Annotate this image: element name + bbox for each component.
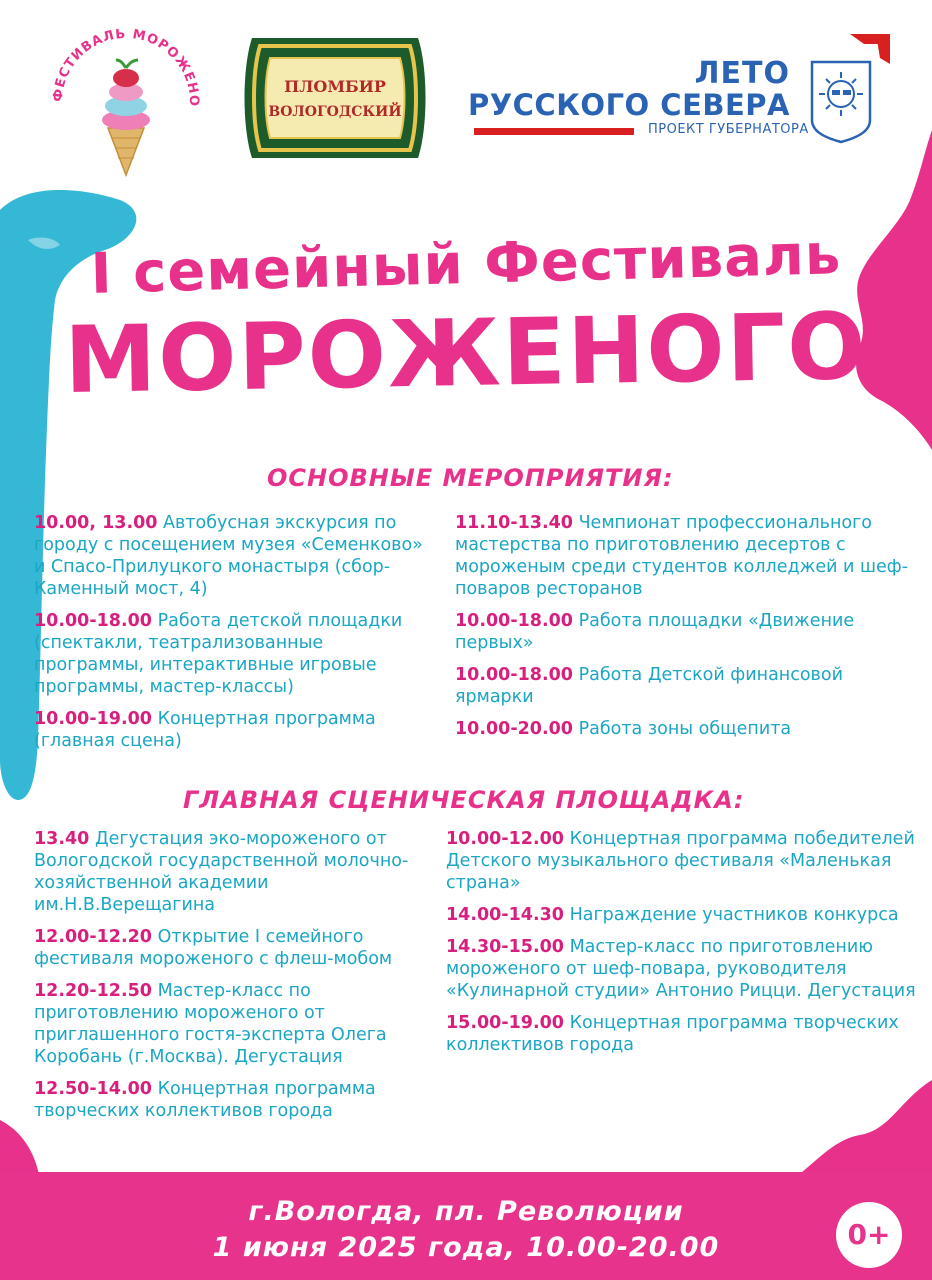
stage-item — [446, 828, 916, 894]
event-time: 10.00-18.00 — [34, 611, 152, 631]
event-text: Работа площадки «Движение первых» — [455, 611, 855, 653]
event-text: Работа детской площадки (спектакли, театрализованные программы, интерактивные игровые программы, мастер-классы) — [34, 611, 403, 697]
plombir-line2: ВОЛОГОДСКИЙ — [268, 104, 402, 120]
stage-time: 13.40 — [34, 829, 90, 849]
plombir-logo — [232, 28, 438, 168]
main-events-left-column — [34, 512, 434, 762]
stage-text: Концертная программа творческих коллективов города — [34, 1079, 376, 1121]
event-time: 11.10-13.40 — [455, 513, 573, 533]
sun-emblem-icon — [806, 34, 900, 146]
event-time: 10.00-18.00 — [455, 611, 573, 631]
stage-time: 15.00-19.00 — [446, 1013, 564, 1033]
event-item — [455, 512, 910, 600]
plombir-line1: ПЛОМБИР — [284, 77, 386, 96]
leto-title-line2: РУССКОГО СЕВЕРА — [468, 88, 790, 122]
main-stage-heading: ГЛАВНАЯ СЦЕНИЧЕСКАЯ ПЛОЩАДКА: — [183, 786, 745, 814]
event-item — [455, 718, 910, 740]
ice-cream-icon — [40, 10, 210, 180]
event-item — [34, 512, 434, 600]
event-time: 10.00, 13.00 — [34, 513, 158, 533]
stage-text: Награждение участников конкурса — [569, 905, 899, 925]
stage-item — [446, 1012, 916, 1056]
festival-title-line1: I семейный Фестиваль — [89, 222, 843, 307]
event-item — [455, 664, 910, 708]
stage-item — [34, 926, 434, 970]
leto-subtitle: ПРОЕКТ ГУБЕРНАТОРА — [648, 122, 809, 137]
event-item — [34, 708, 434, 752]
leto-red-bar — [474, 128, 634, 135]
stage-item — [34, 1078, 434, 1122]
event-text: Работа Детской финансовой ярмарки — [455, 665, 843, 707]
stage-text: Мастер-класс по приготовлению мороженого от приглашенного гостя-эксперта Олега Коробань (г.Москва). Дегустация — [34, 981, 387, 1067]
stage-text: Мастер-класс по приготовлению мороженого от шеф-повара, руководителя «Кулинарной студии» Антонио Рицци. Дегустация — [446, 937, 916, 1001]
age-rating-badge: 0+ — [836, 1202, 902, 1268]
event-text: Чемпионат профессионального мастерства по приготовлению десертов с мороженым среди студентов колледжей и шеф-поваров ресторанов — [455, 513, 909, 599]
main-events-right-column — [455, 512, 910, 750]
festival-logo-text: ФЕСТИВАЛЬ МОРОЖЕНО — [50, 26, 202, 108]
stage-item — [34, 828, 434, 916]
pink-paint-splash-right — [840, 130, 932, 450]
stage-text: Дегустация эко-мороженого от Вологодской государственной молочно-хозяйственной академии им.Н.В.Верещагина — [34, 829, 409, 915]
event-item — [455, 610, 910, 654]
stage-time: 10.00-12.00 — [446, 829, 564, 849]
festival-logo — [40, 10, 210, 180]
stage-text: Концертная программа победителей Детского музыкального фестиваля «Маленькая страна» — [446, 829, 915, 893]
event-time: 10.00-18.00 — [455, 665, 573, 685]
footer-date: 1 июня 2025 года, 10.00-20.00 — [212, 1232, 720, 1263]
stage-item — [446, 904, 916, 926]
festival-title-line2: МОРОЖЕНОГО — [63, 293, 869, 414]
stage-text: Открытие I семейного фестиваля мороженого с флеш-мобом — [34, 927, 393, 969]
event-time: 10.00-19.00 — [34, 709, 152, 729]
stage-time: 14.30-15.00 — [446, 937, 564, 957]
main-stage-left-column — [34, 828, 434, 1132]
event-item — [34, 610, 434, 698]
stage-time: 12.20-12.50 — [34, 981, 152, 1001]
event-text: Работа зоны общепита — [578, 719, 792, 739]
event-text: Концертная программа (главная сцена) — [34, 709, 376, 751]
leto-russkogo-severa-logo — [470, 34, 900, 154]
stage-time: 14.00-14.30 — [446, 905, 564, 925]
pink-paint-splash-bottom — [790, 1080, 932, 1180]
stage-time: 12.50-14.00 — [34, 1079, 152, 1099]
stage-item — [34, 980, 434, 1068]
stage-item — [446, 936, 916, 1002]
footer-place: г.Вологда, пл. Революции — [248, 1196, 684, 1227]
stage-time: 12.00-12.20 — [34, 927, 152, 947]
leto-title-line1: ЛЕТО — [694, 56, 790, 91]
main-events-heading: ОСНОВНЫЕ МЕРОПРИЯТИЯ: — [267, 464, 674, 492]
event-text: Автобусная экскурсия по городу с посещением музея «Семенково» и Спасо-Прилуцкого монастыря (сбор-Каменный мост, 4) — [34, 513, 423, 599]
main-stage-right-column — [446, 828, 916, 1066]
event-time: 10.00-20.00 — [455, 719, 573, 739]
stage-text: Концертная программа творческих коллективов города — [446, 1013, 899, 1055]
